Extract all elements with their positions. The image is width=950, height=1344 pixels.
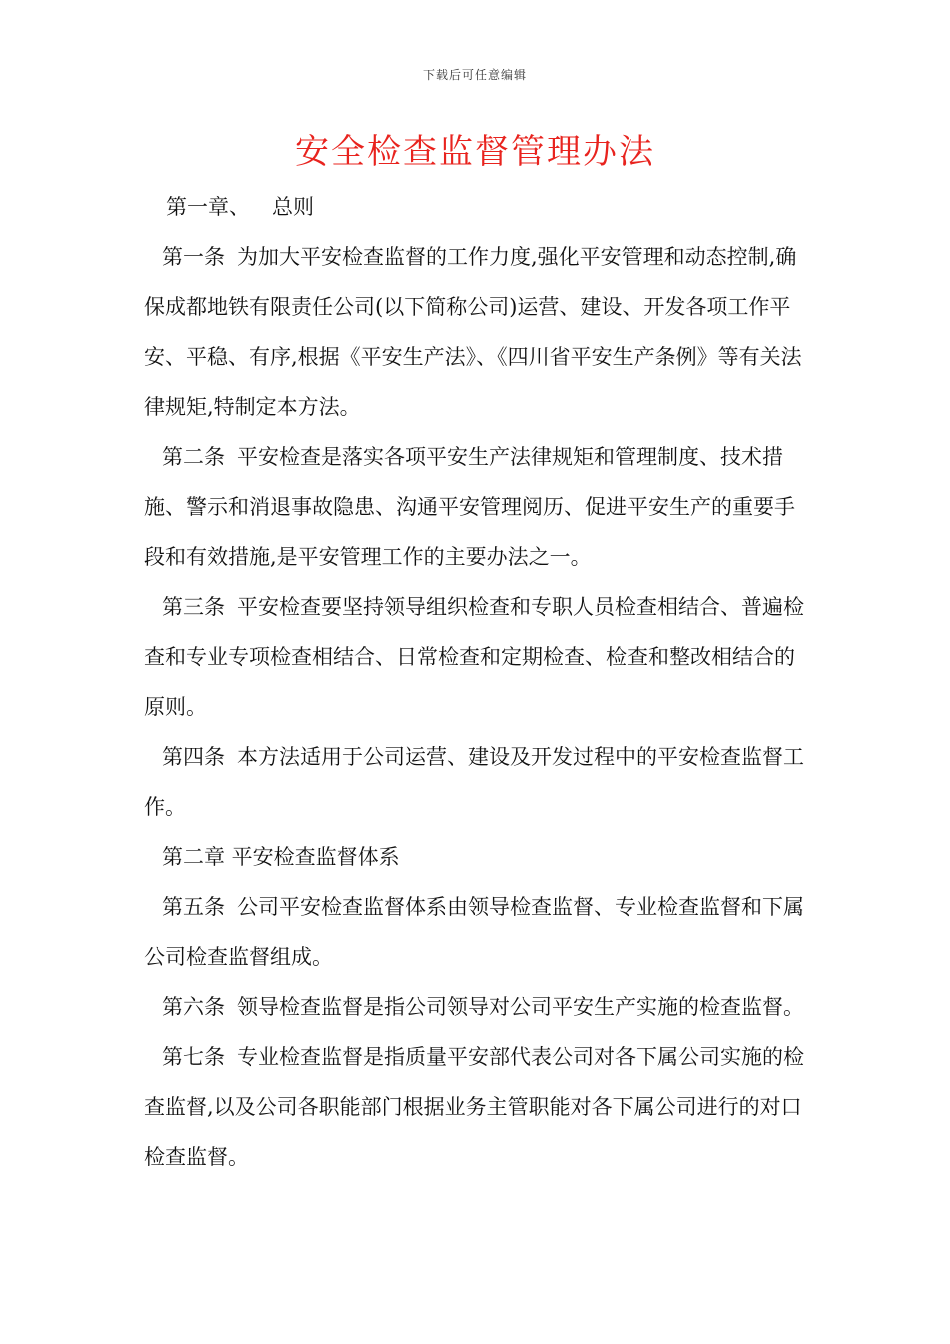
- chapter-heading-1: [144, 182, 814, 232]
- article-4: [144, 732, 814, 832]
- article-1: [144, 232, 814, 432]
- article-label: 第四条: [162, 745, 225, 769]
- article-label: 第六条: [162, 995, 225, 1019]
- article-label: 第三条: [162, 595, 225, 619]
- article-2: [144, 432, 814, 582]
- article-label: 第一条: [162, 245, 225, 269]
- article-3: [144, 582, 814, 732]
- chapter-heading-2: 第二章 平安检查监督体系: [162, 845, 400, 869]
- article-label: 第五条: [162, 895, 225, 919]
- article-5: [144, 882, 814, 982]
- article-text: 平安检查是落实各项平安生产法律规矩和管理制度、技术措施、警示和消退事故隐患、沟通平安管理阅历、促进平安生产的重要手段和有效措施,是平安管理工作的主要办法之一。: [144, 445, 795, 569]
- chapter-label: 第一章、: [166, 195, 250, 219]
- article-6: [144, 982, 814, 1032]
- header-note: 下载后可任意编辑: [422, 68, 527, 82]
- article-label: 第二条: [162, 445, 225, 469]
- article-label: 第七条: [162, 1045, 225, 1069]
- article-7: [144, 1032, 814, 1182]
- document-title: 安全检查监督管理办法: [295, 132, 655, 172]
- article-text: 公司平安检查监督体系由领导检查监督、专业检查监督和下属公司检查监督组成。: [144, 895, 804, 969]
- article-text: 为加大平安检查监督的工作力度,强化平安管理和动态控制,确保成都地铁有限责任公司(以下简称公司)运营、建设、开发各项工作平安、平稳、有序,根据《平安生产法》、《四川省平安生产条例》等有关法律规矩,特制定本方法。: [144, 245, 802, 419]
- article-text: 平安检查要坚持领导组织检查和专职人员检查相结合、普遍检查和专业专项检查相结合、日常检查和定期检查、检查和整改相结合的原则。: [144, 595, 804, 719]
- article-text: 领导检查监督是指公司领导对公司平安生产实施的检查监督。: [237, 995, 804, 1019]
- article-text: 本方法适用于公司运营、建设及开发过程中的平安检查监督工作。: [144, 745, 804, 819]
- chapter-name: 总则: [272, 195, 314, 219]
- article-text: 专业检查监督是指质量平安部代表公司对各下属公司实施的检查监督,以及公司各职能部门根据业务主管职能对各下属公司进行的对口检查监督。: [144, 1045, 804, 1169]
- document-body: [144, 182, 814, 1182]
